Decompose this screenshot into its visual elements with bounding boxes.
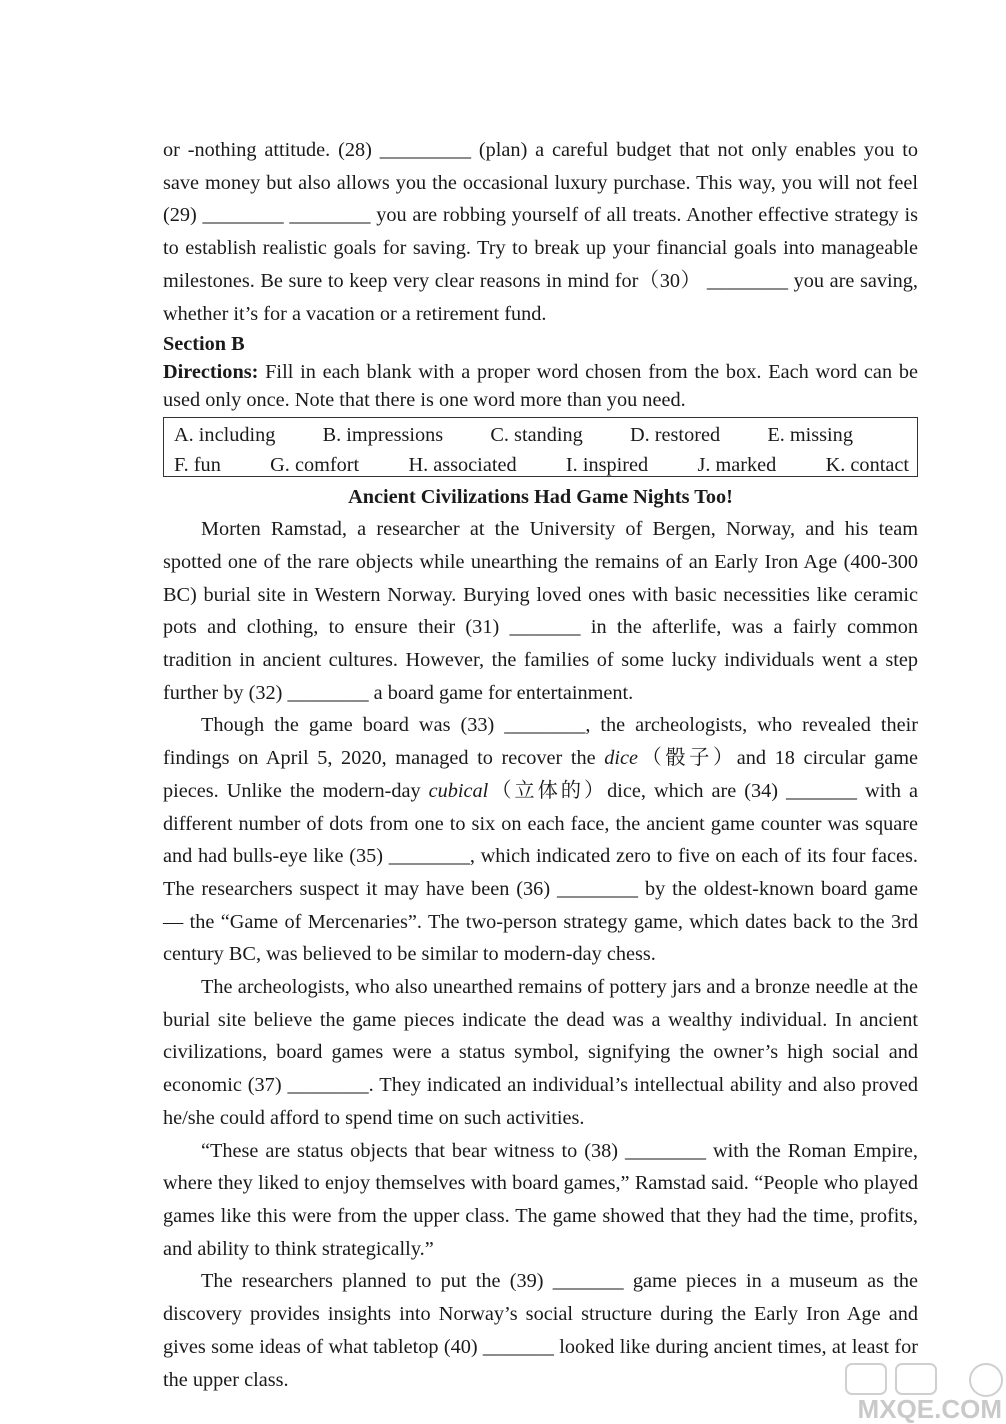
article-paragraph: “These are status objects that bear witness to (38) ________ with the Roman Empire, where they liked to enjoy themselves with board games,” Ramstad said. “People who played games like this were from the upper class. The game showed that they had the time, profits, and ability to think strategically.”	[163, 1139, 918, 1260]
word-option: B. impressions	[322, 424, 444, 447]
article-paragraph: Morten Ramstad, a researcher at the University of Bergen, Norway, and his team spotted one of the rare objects while unearthing the remains of an Early Iron Age (400-300 BC) burial site in Western Norway. Burying loved ones with basic necessities like ceramic pots and clothing, to ensure their (31) _______ in the afterlife, was a fairly common tradition in ancient cultures. However, the families of some lucky individuals went a step further by (32) ________ a board game for entertainment.	[163, 518, 918, 704]
article-paragraph: The archeologists, who also unearthed remains of pottery jars and a bronze needle at the burial site believe the game pieces indicate the dead was a wealthy individual. In ancient civilizations, board games were a status symbol, signifying the owner’s high social and economic (37) ________. They indicated an individual’s intellectual ability and also proved he/she could afford to spend time on such activities.	[163, 976, 918, 1129]
word-option: D. restored	[630, 424, 721, 447]
word-option: C. standing	[490, 424, 583, 447]
word-box	[163, 417, 918, 477]
word-option: H. associated	[408, 454, 517, 477]
word-option: A. including	[174, 424, 276, 447]
word-option: K. contact	[825, 454, 909, 477]
directions-label: Directions:	[163, 361, 259, 384]
word-option: I. inspired	[565, 454, 649, 477]
directions-text: Fill in each blank with a proper word chosen from the box. Each word can be used only once. Note that there is one word more than you need.	[163, 361, 918, 412]
term-dice: dice	[604, 747, 639, 770]
term-cubical: cubical	[428, 779, 489, 802]
word-option: J. marked	[697, 454, 777, 477]
word-option: E. missing	[767, 424, 853, 447]
part-a-tail-paragraph: or -nothing attitude. (28) _________ (plan) a careful budget that not only enables you to save money but also allows you the occasional luxury purchase. This way, you will not feel (29) ________ ________ you are robbing yourself of all treats. Another effective strategy is to establish realistic goals for saving. Try to break up your financial goals into manageable milestones. Be sure to keep very clear reasons in mind for（30） ________ you are saving, whether it’s for a vacation or a retirement fund.	[163, 139, 918, 325]
article-paragraph: The researchers planned to put the (39) _______ game pieces in a museum as the discovery provides insights into Norway’s social structure during the Early Iron Age and gives some ideas of what tabletop (40) _______ looked like during ancient times, at least for the upper class.	[163, 1270, 918, 1391]
watermark-logo	[806, 1358, 1006, 1424]
word-box-row-1	[174, 420, 909, 450]
word-option: F. fun	[174, 454, 221, 477]
article-paragraph: Though the game board was (33) ________, the archeologists, who revealed their findings on April 5, 2020, managed to recover the dice（骰子）and 18 circular game pieces. Unlike the modern-day cubical（立体的）dice, which are (34) _______ with a different number of dots from one to six on each face, the ancient game counter was square and had bulls-eye like (35) ________, which indicated zero to five on each of its four faces. The researchers suspect it may have been (36) ________ by the oldest-known board game — the “Game of Mercenaries”. The two-person strategy game, which dates back to the 3rd century BC, was believed to be similar to modern-day chess.	[163, 714, 918, 966]
exam-page	[163, 134, 918, 1396]
section-b-directions	[163, 358, 918, 414]
watermark-text: MXQE.COM	[857, 1394, 1002, 1424]
word-box-row-2	[174, 450, 909, 480]
section-b-heading: Section B	[163, 333, 245, 356]
article-title: Ancient Civilizations Had Game Nights Too!	[348, 486, 733, 509]
word-option: G. comfort	[270, 454, 360, 477]
